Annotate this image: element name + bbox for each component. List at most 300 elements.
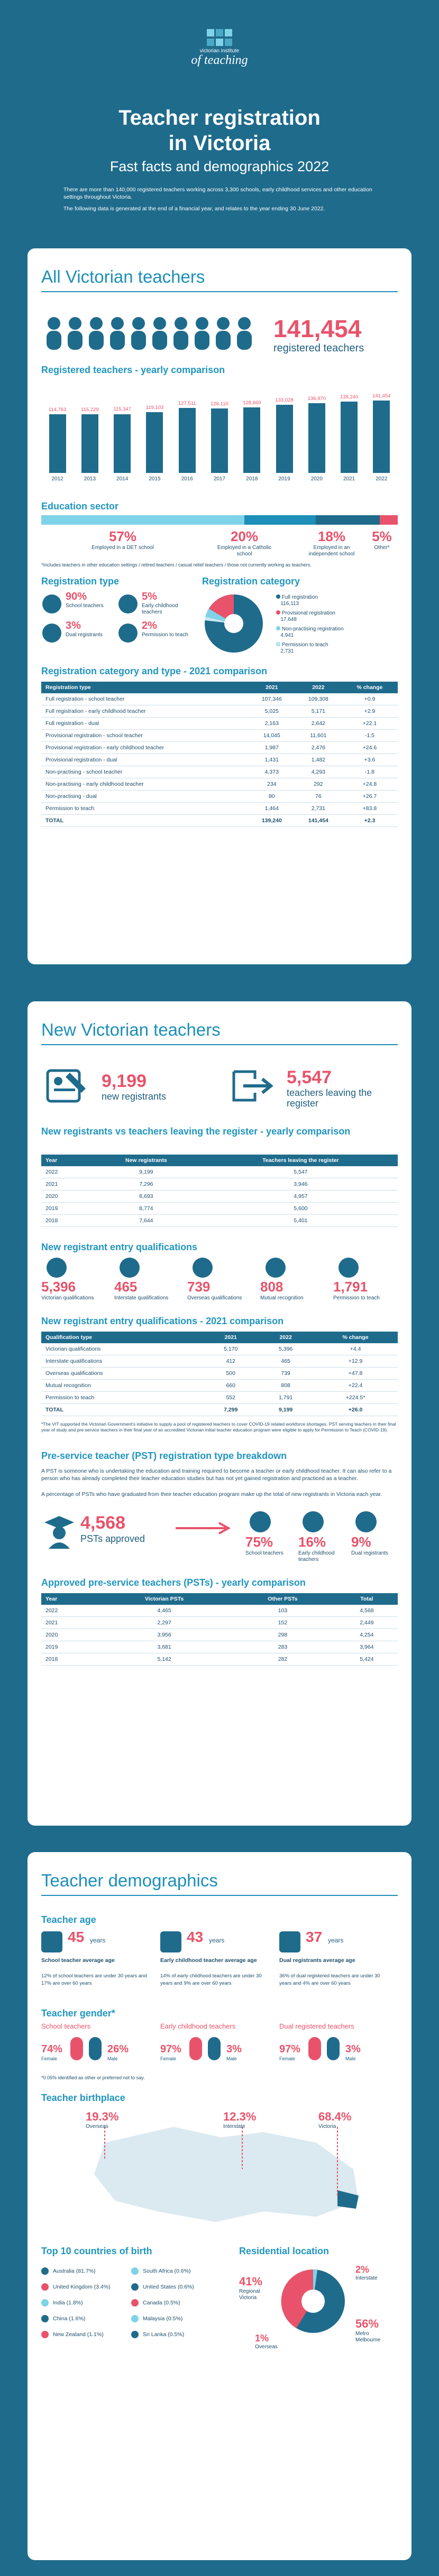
early-childhood-icon bbox=[303, 1511, 324, 1532]
divider bbox=[41, 291, 398, 292]
vit-logo bbox=[180, 29, 259, 82]
chart-bar bbox=[308, 403, 325, 473]
sector-other: 5% Other* bbox=[372, 528, 392, 551]
table-row bbox=[41, 778, 398, 791]
bar-value-label: 141,454 bbox=[372, 393, 391, 399]
table-row bbox=[41, 718, 398, 730]
table-cell: 3,964 bbox=[336, 1641, 398, 1653]
table-cell: 4,373 bbox=[249, 766, 295, 778]
bar-year-label: 2021 bbox=[343, 476, 355, 482]
qualification-icon bbox=[266, 1258, 286, 1278]
table-cell: +22.1 bbox=[342, 718, 398, 730]
country-item: Malaysia (0.5%) bbox=[143, 2315, 183, 2322]
average-age-value: 45 bbox=[68, 1929, 85, 1945]
country-item: United States (0.6%) bbox=[143, 2284, 194, 2290]
table-cell: 5,142 bbox=[99, 1653, 230, 1666]
bar-value-label: 139,240 bbox=[340, 394, 359, 401]
sector-det: 57% Employed in a DET school bbox=[92, 528, 154, 551]
entry-qual-comparison-title: New registrant entry qualifications - 2021 comparison bbox=[41, 1316, 284, 1326]
approved-pst-title: Approved pre-service teachers (PSTs) - yearly comparison bbox=[41, 1577, 306, 1588]
female-pct: 74% bbox=[41, 2043, 63, 2055]
chart-bar bbox=[146, 412, 163, 473]
male-icon bbox=[327, 2037, 340, 2060]
table-cell: 2020 bbox=[41, 1191, 89, 1203]
table-row bbox=[41, 1380, 398, 1392]
table-cell: 9,199 bbox=[258, 1404, 313, 1416]
table-cell: 2018 bbox=[41, 1653, 99, 1666]
graduate-icon bbox=[43, 1513, 75, 1550]
qualification-stat: 5,396 Victorian qualifications bbox=[41, 1279, 94, 1301]
table-cell: Provisional registration - dual bbox=[41, 754, 249, 766]
table-cell: +2.9 bbox=[342, 705, 398, 718]
sector-independent-segment bbox=[316, 515, 380, 525]
demographics-card bbox=[28, 1852, 411, 2560]
residential-location-title: Residential location bbox=[239, 2246, 330, 2256]
table-cell: 500 bbox=[203, 1368, 258, 1380]
female-icon bbox=[70, 2037, 83, 2060]
country-item: China (1.6%) bbox=[53, 2315, 86, 2322]
table-cell: 2019 bbox=[41, 1641, 99, 1653]
page-subtitle: Fast facts and demographics 2022 bbox=[109, 159, 330, 174]
country-flag-icon bbox=[41, 2283, 49, 2291]
table-cell: 412 bbox=[203, 1355, 258, 1368]
pst-early-childhood: 16% Early childhood teachers bbox=[298, 1534, 335, 1563]
table-cell: 1,987 bbox=[249, 742, 295, 754]
table-cell: 4,254 bbox=[336, 1629, 398, 1641]
table-cell: 2,731 bbox=[295, 803, 342, 815]
table-cell: -1.8 bbox=[342, 766, 398, 778]
table-header-cell: Year bbox=[41, 1155, 89, 1166]
table-cell: 152 bbox=[230, 1617, 336, 1629]
res-regional: 41% Regional Victoria bbox=[239, 2275, 263, 2301]
category-comparison-table bbox=[41, 682, 398, 827]
bar-value-label: 115,347 bbox=[113, 406, 131, 413]
pst-description-1: A PST is someone who is undertaking the education and training required to become a teacher or early childhood teacher. It can also refer to a person who has already completed their teacher education studies but has not yet gained registration and practiced as a teacher. bbox=[41, 1468, 392, 1482]
table-cell: 109,308 bbox=[295, 693, 342, 705]
table-cell: 7,644 bbox=[89, 1215, 204, 1227]
school-teacher-icon bbox=[250, 1511, 271, 1532]
table-cell: 5,401 bbox=[204, 1215, 398, 1227]
qualification-icon bbox=[193, 1258, 213, 1278]
section-title: New Victorian teachers bbox=[41, 1020, 221, 1039]
table-cell: 2,297 bbox=[99, 1617, 230, 1629]
age-unit: years bbox=[328, 1937, 344, 1944]
category-legend bbox=[276, 594, 344, 655]
leaving-register-icon bbox=[228, 1067, 276, 1104]
table-header-cell: Victorian PSTs bbox=[99, 1593, 230, 1605]
table-cell: 141,454 bbox=[295, 815, 342, 827]
table-header-row bbox=[41, 682, 398, 693]
table-cell: 2020 bbox=[41, 1629, 99, 1641]
australia-map-shape bbox=[94, 2127, 359, 2222]
legend-non-practising: Non-practising registration 4,941 bbox=[276, 626, 344, 639]
table-cell: 5,547 bbox=[204, 1166, 398, 1178]
birth-interstate: 12.3% Interstate bbox=[223, 2110, 257, 2129]
table-cell: 5,600 bbox=[204, 1203, 398, 1215]
table-row bbox=[41, 803, 398, 815]
teacher-age-title: Teacher age bbox=[41, 1914, 96, 1925]
table-cell: 3,946 bbox=[204, 1178, 398, 1191]
entry-qual-comparison-table bbox=[41, 1332, 398, 1416]
education-sector-title: Education sector bbox=[41, 501, 119, 512]
gender-group-heading: Dual registered teachers bbox=[279, 2022, 354, 2030]
table-header-cell: 2021 bbox=[249, 682, 295, 693]
qualification-icon bbox=[339, 1258, 359, 1278]
bar-value-label: 133,028 bbox=[275, 397, 294, 404]
vs-comparison-table bbox=[41, 1155, 398, 1227]
chart-bar bbox=[276, 405, 293, 473]
new-teachers-card bbox=[28, 1001, 411, 1826]
male-pct: 26% bbox=[107, 2043, 129, 2055]
age-label: School teacher average age bbox=[41, 1957, 115, 1964]
bar-year-label: 2020 bbox=[310, 476, 323, 482]
qualification-stat: 1,791 Permission to teach bbox=[333, 1279, 380, 1301]
table-row bbox=[41, 1605, 398, 1617]
age-description: 14% of early childhood teachers are under 30 years and 9% are over 60 years bbox=[160, 1973, 262, 1986]
table-cell: 3,681 bbox=[99, 1641, 230, 1653]
qualification-icon bbox=[47, 1258, 67, 1278]
registration-type-title: Registration type bbox=[41, 576, 120, 587]
age-label: Early childhood teacher average age bbox=[160, 1957, 257, 1964]
entry-qualifications-title: New registrant entry qualifications bbox=[41, 1242, 198, 1252]
table-cell: 2019 bbox=[41, 1203, 89, 1215]
pst-breakdown-title: Pre-service teacher (PST) registration type breakdown bbox=[41, 1450, 287, 1461]
type-permission: 2% Permission to teach bbox=[142, 620, 188, 638]
female-pct: 97% bbox=[279, 2043, 301, 2055]
page-title-line1: Teacher registration bbox=[118, 106, 321, 129]
male-label: Male bbox=[107, 2056, 118, 2061]
legend-provisional: Provisional registration 17,648 bbox=[276, 610, 344, 623]
bar-year-label: 2015 bbox=[149, 476, 161, 482]
sector-det-segment bbox=[41, 515, 244, 525]
sector-independent: 18% Employed in an independent school bbox=[308, 528, 355, 557]
table-row bbox=[41, 1178, 398, 1191]
age-description: 12% of school teachers are under 30 years and 17% are over 60 years bbox=[41, 1973, 147, 1986]
table-cell: 14,045 bbox=[249, 730, 295, 742]
bar-value-label: 136,970 bbox=[307, 395, 326, 402]
new-registrant-icon bbox=[43, 1067, 91, 1104]
table-cell: +0.9 bbox=[342, 693, 398, 705]
top-countries-title: Top 10 countries of birth bbox=[41, 2246, 152, 2256]
female-label: Female bbox=[41, 2056, 58, 2061]
type-school: 90% School teachers bbox=[66, 591, 104, 609]
teachers-leaving-label: teachers leaving the register bbox=[287, 1087, 372, 1109]
country-flag-icon bbox=[41, 2315, 49, 2322]
table-cell: 9,199 bbox=[89, 1166, 204, 1178]
table-row bbox=[41, 791, 398, 803]
age-description: 36% of dual registered teachers are under 30 years and 4% are over 60 years bbox=[279, 1973, 380, 1986]
table-cell: Permission to teach bbox=[41, 1392, 203, 1404]
male-icon bbox=[89, 2037, 102, 2060]
table-header-cell: Other PSTs bbox=[230, 1593, 336, 1605]
bar-value-label: 115,229 bbox=[81, 406, 99, 413]
res-overseas: 1% Overseas bbox=[255, 2333, 278, 2350]
table-cell: Victorian qualifications bbox=[41, 1343, 203, 1355]
table-cell: 5,396 bbox=[258, 1343, 313, 1355]
table-row bbox=[41, 1203, 398, 1215]
bar-value-label: 128,669 bbox=[243, 399, 261, 406]
chart-bar bbox=[179, 408, 196, 473]
female-icon bbox=[308, 2037, 321, 2060]
yearly-bar-chart bbox=[41, 380, 398, 486]
table-row bbox=[41, 705, 398, 718]
table-cell: Overseas qualifications bbox=[41, 1368, 203, 1380]
table-header-row bbox=[41, 1593, 398, 1605]
pst-dual: 9% Dual registrants bbox=[351, 1534, 389, 1556]
table-row bbox=[41, 1368, 398, 1380]
country-flag-icon bbox=[131, 2299, 139, 2307]
category-comparison-title: Registration category and type - 2021 comparison bbox=[41, 666, 268, 676]
divider bbox=[41, 1895, 398, 1896]
bar-year-label: 2013 bbox=[84, 476, 96, 482]
country-flag-icon bbox=[41, 2331, 49, 2338]
table-header-cell: Registration type bbox=[41, 682, 249, 693]
bar-year-label: 2014 bbox=[116, 476, 129, 482]
approved-pst-table bbox=[41, 1593, 398, 1666]
table-cell: +26.7 bbox=[342, 791, 398, 803]
table-cell: +2.3 bbox=[342, 815, 398, 827]
gender-group-heading: School teachers bbox=[41, 2022, 91, 2030]
table-cell: 465 bbox=[258, 1355, 313, 1368]
legend-full: Full registration 116,113 bbox=[276, 594, 344, 607]
pst-description-2: A percentage of PSTs who have graduated from their teacher education program make up the total of new registrants in Victoria each year. bbox=[41, 1491, 382, 1498]
total-teachers-value: 141,454 bbox=[273, 315, 362, 342]
intro-paragraph-2: The following data is generated at the end of a financial year, and relates to the year ending 30 June 2022. bbox=[63, 206, 325, 212]
table-header-row bbox=[41, 1155, 398, 1166]
male-pct: 3% bbox=[226, 2043, 242, 2055]
table-cell: 2,642 bbox=[295, 718, 342, 730]
table-cell: Provisional registration - early childhood teacher bbox=[41, 742, 249, 754]
table-cell: +12.9 bbox=[313, 1355, 398, 1368]
table-cell: 5,025 bbox=[249, 705, 295, 718]
sector-stacked-bar bbox=[41, 515, 398, 525]
gender-footnote: *0.05% identified as other or preferred not to say. bbox=[41, 2075, 145, 2080]
table-row bbox=[41, 1191, 398, 1203]
table-header-cell: 2022 bbox=[295, 682, 342, 693]
dual-registrant-icon bbox=[42, 624, 61, 643]
type-dual: 3% Dual registrants bbox=[66, 620, 103, 638]
table-cell: 2021 bbox=[41, 1617, 99, 1629]
table-cell: +224.5* bbox=[313, 1392, 398, 1404]
country-item: Canada (0.5%) bbox=[143, 2300, 180, 2306]
table-cell: Full registration - school teacher bbox=[41, 693, 249, 705]
table-cell: +4.4 bbox=[313, 1343, 398, 1355]
table-cell: +47.8 bbox=[313, 1368, 398, 1380]
teacher-birthplace-title: Teacher birthplace bbox=[41, 2093, 125, 2103]
male-label: Male bbox=[345, 2056, 356, 2061]
age-icon bbox=[41, 1931, 62, 1952]
bar-year-label: 2012 bbox=[51, 476, 63, 482]
table-cell: -1.5 bbox=[342, 730, 398, 742]
table-cell: 2022 bbox=[41, 1605, 99, 1617]
table-cell: 2021 bbox=[41, 1178, 89, 1191]
table-cell: 2022 bbox=[41, 1166, 89, 1178]
table-cell: Non-practising - dual bbox=[41, 791, 249, 803]
table-cell: Full registration - early childhood teacher bbox=[41, 705, 249, 718]
bar-value-label: 127,511 bbox=[178, 400, 196, 406]
table-cell: 3,956 bbox=[99, 1629, 230, 1641]
table-row bbox=[41, 766, 398, 778]
chart-bar bbox=[341, 402, 358, 473]
table-row bbox=[41, 693, 398, 705]
male-label: Male bbox=[226, 2056, 237, 2061]
table-row bbox=[41, 1355, 398, 1368]
new-registrants-value: 9,199 bbox=[102, 1071, 147, 1091]
qualification-icon bbox=[120, 1258, 140, 1278]
table-cell: TOTAL bbox=[41, 815, 249, 827]
country-flag-icon bbox=[131, 2331, 139, 2338]
country-item: India (1.8%) bbox=[53, 2300, 83, 2306]
country-flag-icon bbox=[41, 2299, 49, 2307]
female-icon bbox=[189, 2037, 202, 2060]
table-cell: 80 bbox=[249, 791, 295, 803]
table-cell: +24.6 bbox=[342, 742, 398, 754]
bar-value-label: 114,763 bbox=[48, 407, 67, 413]
section-title: Teacher demographics bbox=[41, 1871, 218, 1890]
table-cell: +26.0 bbox=[313, 1404, 398, 1416]
female-label: Female bbox=[160, 2056, 177, 2061]
table-cell: 4,568 bbox=[336, 1605, 398, 1617]
table-header-cell: % change bbox=[313, 1332, 398, 1343]
table-row bbox=[41, 1166, 398, 1178]
table-cell: 283 bbox=[230, 1641, 336, 1653]
country-item: Australia (81.7%) bbox=[53, 2268, 96, 2274]
table-cell: 2018 bbox=[41, 1215, 89, 1227]
table-cell: 1,464 bbox=[249, 803, 295, 815]
bar-year-label: 2022 bbox=[376, 476, 388, 482]
table-cell: 2,449 bbox=[336, 1617, 398, 1629]
age-icon bbox=[160, 1931, 181, 1952]
teachers-leaving-value: 5,547 bbox=[287, 1067, 332, 1087]
male-icon bbox=[208, 2037, 221, 2060]
country-flag-icon bbox=[41, 2267, 49, 2275]
table-row bbox=[41, 1215, 398, 1227]
table-row bbox=[41, 1641, 398, 1653]
table-cell: 4,465 bbox=[99, 1605, 230, 1617]
average-age-value: 43 bbox=[187, 1929, 204, 1945]
table-cell: 5,424 bbox=[336, 1653, 398, 1666]
birth-victoria: 68.4% Victoria bbox=[318, 2110, 352, 2129]
table-cell: 234 bbox=[249, 778, 295, 791]
table-cell: Permission to teach bbox=[41, 803, 249, 815]
divider bbox=[41, 1044, 398, 1045]
table-cell: 76 bbox=[295, 791, 342, 803]
chart-bar bbox=[211, 408, 228, 473]
gender-group-heading: Early childhood teachers bbox=[160, 2022, 236, 2030]
logo-line1: victorian institute bbox=[199, 48, 240, 54]
bar-value-label: 119,103 bbox=[145, 404, 164, 411]
yearly-comparison-title: Registered teachers - yearly comparison bbox=[41, 365, 225, 375]
sector-catholic: 20% Employed in a Catholic school bbox=[217, 528, 272, 557]
table-cell: Full registration - dual bbox=[41, 718, 249, 730]
teacher-crowd-icon bbox=[43, 312, 266, 354]
table-cell: +24.8 bbox=[342, 778, 398, 791]
sector-footnote: *Includes teachers in other education settings / retired teachers / casual relief teachers / those not currently working as teachers. bbox=[41, 562, 312, 568]
table-cell: TOTAL bbox=[41, 1404, 203, 1416]
table-cell: +3.6 bbox=[342, 754, 398, 766]
table-row bbox=[41, 1392, 398, 1404]
table-cell: 739 bbox=[258, 1368, 313, 1380]
country-flag-icon bbox=[131, 2267, 139, 2275]
table-cell: 5,171 bbox=[295, 705, 342, 718]
average-age-value: 37 bbox=[306, 1929, 323, 1945]
table-cell: Non-practising - school teacher bbox=[41, 766, 249, 778]
table-cell: 2,163 bbox=[249, 718, 295, 730]
country-flag-icon bbox=[131, 2315, 139, 2322]
qualification-stat: 808 Mutual recognition bbox=[260, 1279, 304, 1301]
page-title-line2: in Victoria bbox=[168, 132, 271, 155]
teacher-gender-title: Teacher gender* bbox=[41, 2008, 115, 2019]
chart-bar bbox=[49, 414, 66, 473]
table-cell: 4,293 bbox=[295, 766, 342, 778]
table-cell: 11,601 bbox=[295, 730, 342, 742]
qualification-stat: 739 Overseas qualifications bbox=[187, 1279, 242, 1301]
table-header-cell: 2022 bbox=[258, 1332, 313, 1343]
table-cell: +22.4 bbox=[313, 1380, 398, 1392]
table-cell: 7,296 bbox=[89, 1178, 204, 1191]
bar-year-label: 2018 bbox=[246, 476, 258, 482]
birth-overseas: 19.3% Overseas bbox=[86, 2110, 119, 2129]
male-pct: 3% bbox=[345, 2043, 361, 2055]
table-header-cell: Total bbox=[336, 1593, 398, 1605]
table-cell: 552 bbox=[203, 1392, 258, 1404]
school-teacher-icon bbox=[42, 594, 61, 613]
country-item: South Africa (0.6%) bbox=[143, 2268, 191, 2274]
table-cell: 103 bbox=[230, 1605, 336, 1617]
table-cell: 5,170 bbox=[203, 1343, 258, 1355]
table-row bbox=[41, 1404, 398, 1416]
table-row bbox=[41, 754, 398, 766]
psts-approved-label: PSTs approved bbox=[80, 1533, 145, 1544]
chart-bar bbox=[81, 414, 98, 473]
arrow-icon bbox=[176, 1522, 234, 1535]
registration-category-title: Registration category bbox=[202, 576, 300, 587]
bar-year-label: 2019 bbox=[278, 476, 290, 482]
registration-category-pie bbox=[202, 592, 266, 655]
country-item: United Kingdom (3.4%) bbox=[53, 2284, 111, 2290]
table-row bbox=[41, 1629, 398, 1641]
intro-paragraph-1: There are more than 140,000 registered teachers working across 3,300 schools, early childhood services and other education settings throughout Victoria. bbox=[63, 187, 372, 200]
table-row bbox=[41, 742, 398, 754]
header bbox=[0, 0, 439, 248]
bar-year-label: 2017 bbox=[213, 476, 226, 482]
table-cell: Interstate qualifications bbox=[41, 1355, 203, 1368]
table-row bbox=[41, 1343, 398, 1355]
country-item: New Zealand (1.1%) bbox=[53, 2331, 104, 2338]
table-cell: 139,240 bbox=[249, 815, 295, 827]
all-teachers-card bbox=[28, 248, 411, 964]
table-header-row bbox=[41, 1332, 398, 1343]
age-icon bbox=[279, 1931, 300, 1952]
table-cell: 1,431 bbox=[249, 754, 295, 766]
chart-bar bbox=[243, 407, 260, 473]
type-early-childhood: 5% Early childhood teachers bbox=[142, 591, 178, 615]
res-metro: 56% Metro Melbourne bbox=[355, 2317, 381, 2343]
qualification-stat: 465 Interstate qualifications bbox=[114, 1279, 169, 1301]
table-cell: 8,774 bbox=[89, 1203, 204, 1215]
table-cell: 292 bbox=[295, 778, 342, 791]
table-header-cell: Qualification type bbox=[41, 1332, 203, 1343]
early-childhood-icon bbox=[118, 594, 138, 613]
table-cell: Non-practising - early childhood teacher bbox=[41, 778, 249, 791]
table-cell: 8,693 bbox=[89, 1191, 204, 1203]
table-cell: 2,476 bbox=[295, 742, 342, 754]
section-title: All Victorian teachers bbox=[41, 267, 205, 286]
age-label: Dual registrants average age bbox=[279, 1957, 355, 1964]
chart-bar bbox=[114, 414, 131, 473]
table-cell: 298 bbox=[230, 1629, 336, 1641]
table-cell: Mutual recognition bbox=[41, 1380, 203, 1392]
